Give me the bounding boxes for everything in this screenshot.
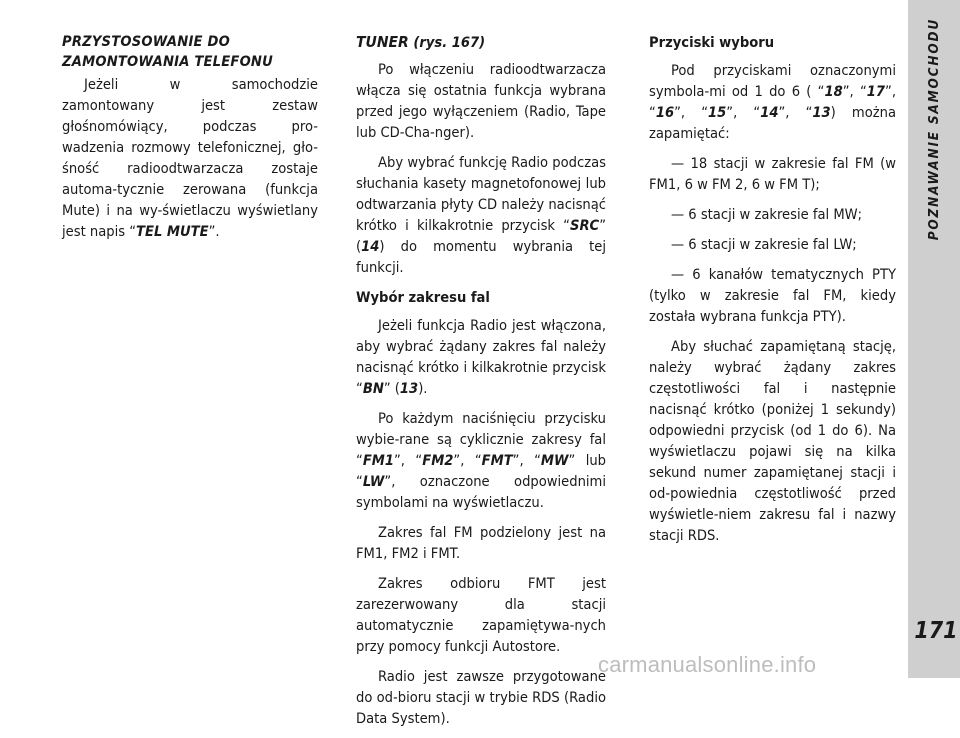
- list-item-mw: — 6 stacji w zakresie fal MW;: [671, 206, 863, 223]
- paragraph-tuner-1: Po włączeniu radioodtwarzacza włącza się ostatnia funkcja wybrana przed jego wyłączeniem (Radio, Tape lub CD-Cha-nger).: [356, 61, 606, 141]
- paragraph-listen-preset: Aby słuchać zapamiętaną stację, należy wybrać żądany zakres częstotliwości fal i następnie nacisnąć krótko (poniżej 1 sekundy) odpowiedni przycisk (od 1 do 6). Na wyświetlaczu pojawi się na kilka sekund numer zapamiętanej stacji i od-powiednia częstotliwość przed wyświetle-niem zakresu fal i nazwy stacji RDS.: [649, 338, 896, 544]
- paragraph-band-2: Po każdym naciśnięciu przycisku wybie-rane są cyklicznie zakresy fal “FM1”, “FM2”, “FMT”, “MW” lub “LW”, oznaczone odpowiednimi symbolami na wyświetlaczu.: [356, 410, 607, 511]
- paragraph-band-1: Jeżeli funkcja Radio jest włączona, aby wybrać żądany zakres fal należy nacisnąć krótko i kilkakrotnie przycisk “BN” (13).: [356, 317, 606, 397]
- paragraph-telephone: Jeżeli w samochodzie zamontowany jest zestaw głośnomówiący, podczas pro-wadzenia rozmowy telefonicznej, gło-śność radioodtwarzacza zostaje automa-tycznie zerowana (funkcja Mute) i na wy-świetlaczu wyświetlany jest napis “TEL MUTE”.: [62, 76, 318, 240]
- list-item-pty: — 6 kanałów tematycznych PTY (tylko w zakresie fal FM, kiedy została wybrana funkcja PTY).: [649, 266, 896, 325]
- paragraph-band-5: Radio jest zawsze przygotowane do od-bioru stacji w trybie RDS (Radio Data System).: [356, 668, 606, 727]
- heading-tuner: TUNER (rys. 167): [356, 33, 486, 51]
- column-tuner: [356, 32, 606, 738]
- paragraph-tuner-2: Aby wybrać funkcję Radio podczas słuchania kasety magnetofonowej lub odtwarzania płyty CD należy nacisnąć krótko i kilkakrotnie przycisk “SRC” (14) do momentu wybrania tej funkcji.: [356, 154, 606, 276]
- paragraph-band-4: Zakres odbioru FMT jest zarezerwowany dla stacji automatycznie zapamiętywa-nych przy pomocy funkcji Autostore.: [356, 575, 606, 655]
- column-preset-buttons: [649, 32, 896, 555]
- column-telephone: [62, 32, 318, 251]
- list-item-fm: — 18 stacji w zakresie fal FM (w FM1, 6 w FM 2, 6 w FM T);: [649, 155, 896, 193]
- paragraph-presets-intro: Pod przyciskami oznaczonymi symbola-mi od 1 do 6 ( “18”, “17”, “16”, “15”, “14”, “13) można zapamiętać:: [649, 62, 896, 142]
- section-sidebar: [908, 0, 960, 678]
- heading-telephone: PRZYSTOSOWANIE DO ZAMONTOWANIA TELEFONU: [62, 33, 273, 70]
- paragraph-band-3: Zakres fal FM podzielony jest na FM1, FM2 i FMT.: [356, 524, 606, 562]
- section-title: POZNAWANIE SAMOCHODU: [926, 18, 942, 241]
- watermark-text: carmanualsonline.info: [598, 652, 817, 677]
- list-item-lw: — 6 stacji w zakresie fal LW;: [671, 236, 857, 253]
- heading-preset-buttons: Przyciski wyboru: [649, 34, 775, 51]
- page-number: 171: [914, 618, 958, 644]
- subheading-band-selection: Wybór zakresu fal: [356, 289, 490, 306]
